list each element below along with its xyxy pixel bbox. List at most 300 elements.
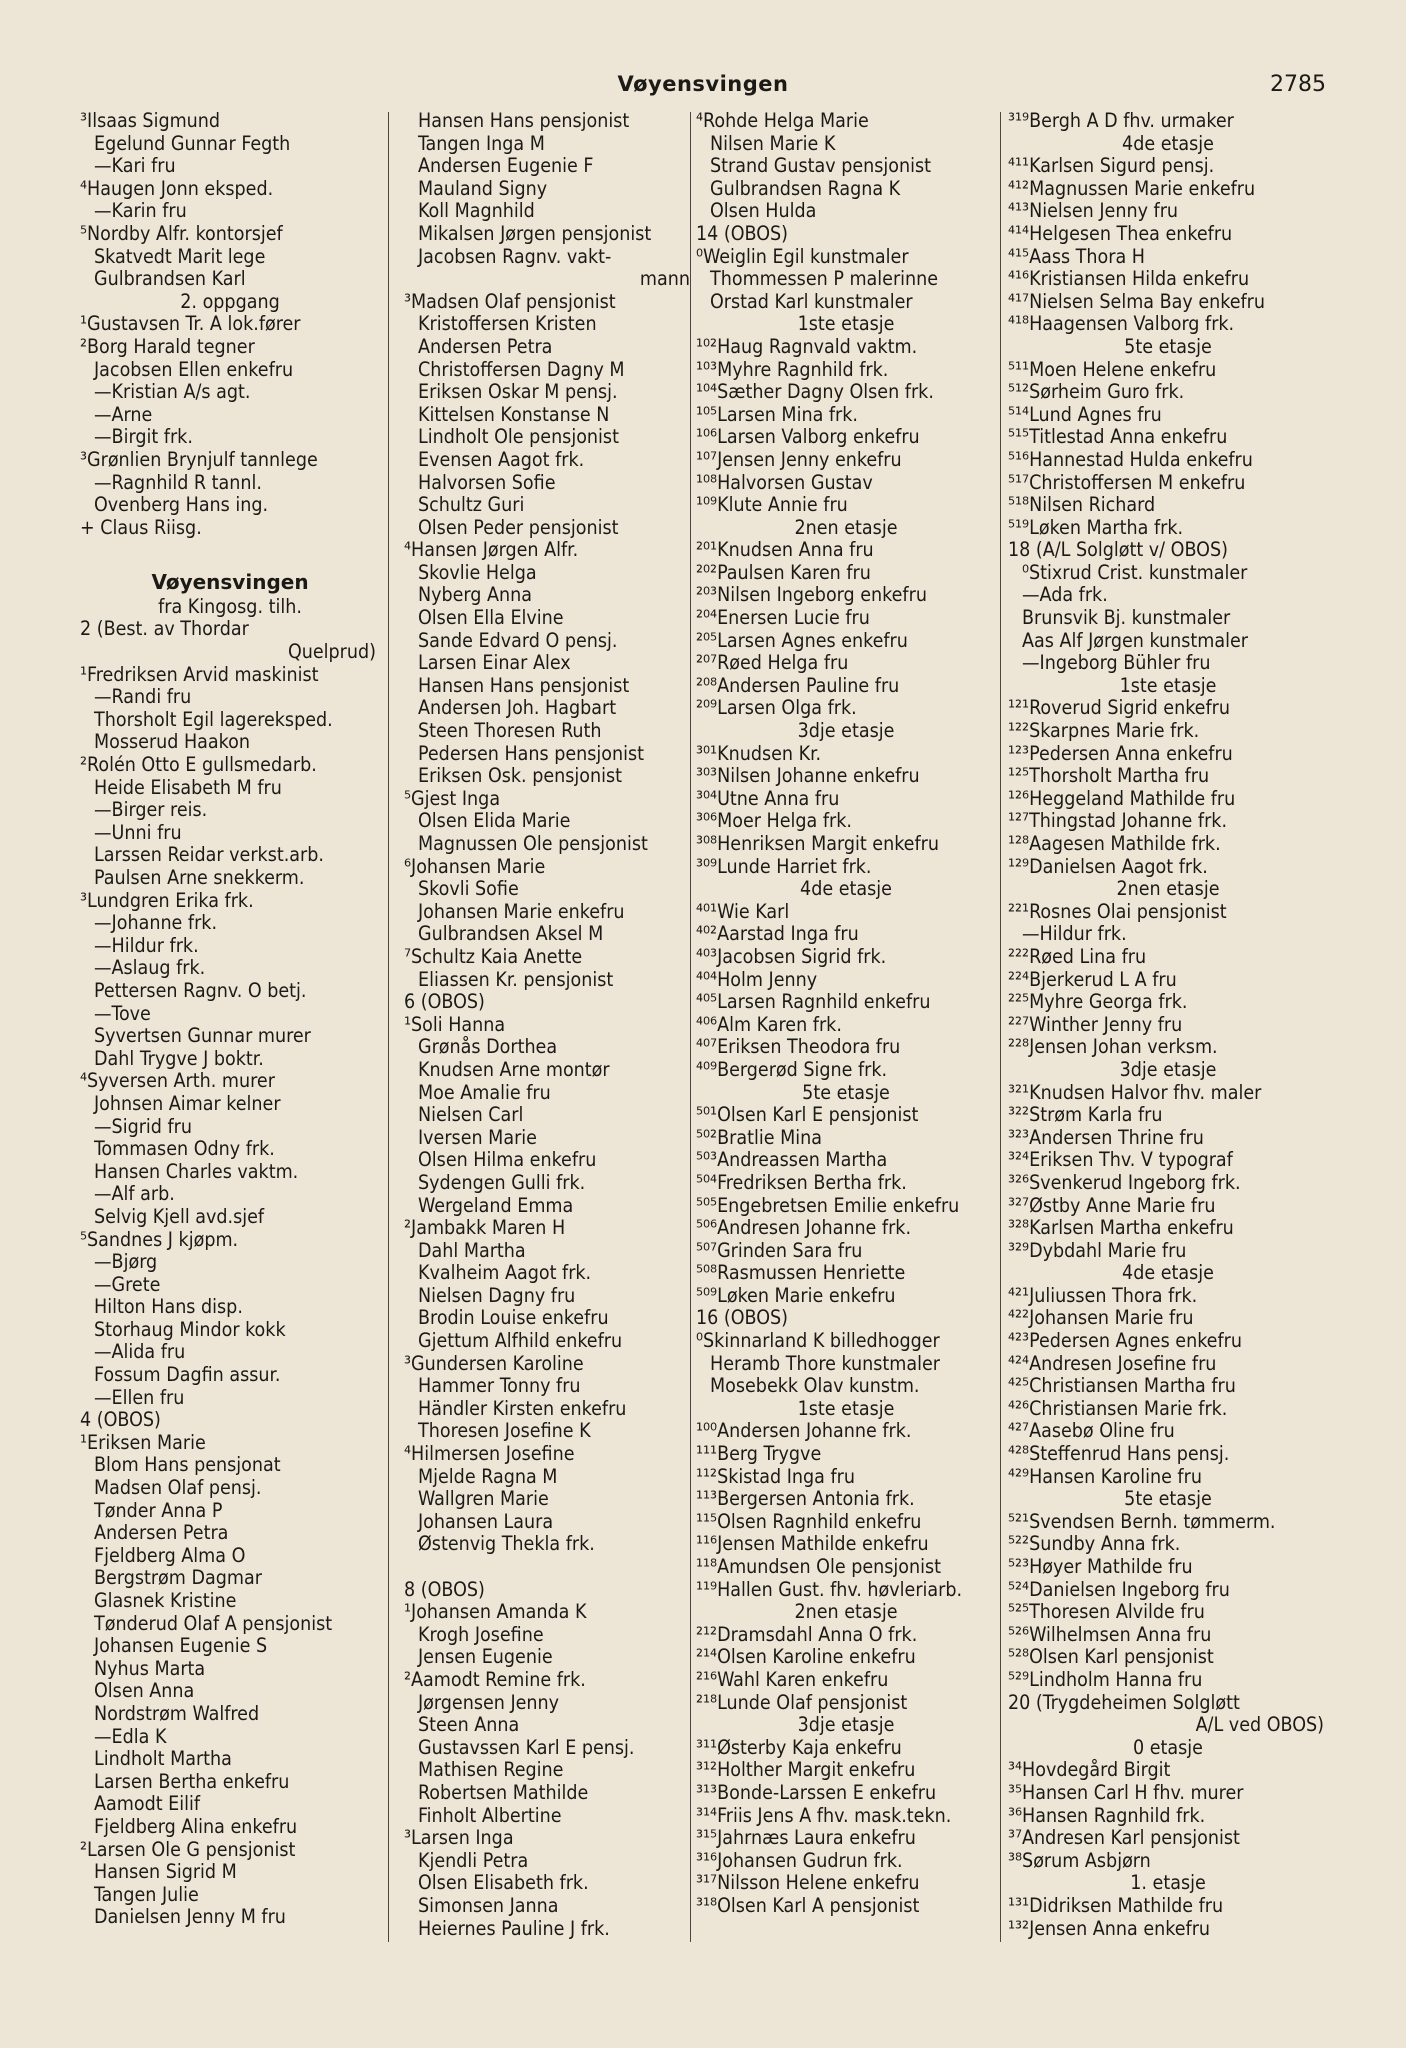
- directory-entry: ³Madsen Olaf pensjonist: [404, 290, 616, 313]
- directory-entry: Olsen Ella Elvine: [418, 607, 564, 630]
- directory-entry: Evensen Aagot frk.: [418, 448, 585, 471]
- directory-entry: 14 (OBOS): [696, 222, 789, 245]
- floor-heading: 3djе etasje: [797, 720, 895, 743]
- floor-heading: 4de etasje: [800, 878, 892, 901]
- directory-entry: Heramb Thore kunstmaler: [710, 1352, 941, 1375]
- directory-entry: ¹²⁶Heggeland Mathilde fru: [1008, 787, 1236, 810]
- directory-entry: ⁵¹²Sørheim Guro frk.: [1008, 381, 1185, 404]
- directory-entry: ⁴²³Pedersen Agnes enkefru: [1008, 1330, 1242, 1353]
- directory-entry: Kvalheim Aagot frk.: [418, 1262, 592, 1285]
- directory-entry: ¹²⁹Danielsen Aagot frk.: [1008, 855, 1208, 878]
- directory-entry: ³⁷Andresen Karl pensjonist: [1008, 1827, 1240, 1850]
- directory-entry: Hammer Tonny fru: [418, 1375, 581, 1398]
- column-divider: [388, 112, 389, 1942]
- directory-entry: Mauland Signy: [418, 177, 548, 200]
- directory-entry: ³⁸Sørum Asbjørn: [1008, 1849, 1151, 1872]
- directory-entry: Madsen Olaf pensj.: [94, 1477, 262, 1500]
- directory-entry: ³²⁴Eriksen Thv. V typograf: [1008, 1149, 1233, 1172]
- directory-entry: ²Jambakk Maren H: [404, 1217, 566, 1240]
- directory-entry: ¹Johansen Amanda K: [404, 1601, 587, 1624]
- directory-entry: Blom Hans pensjonat: [94, 1454, 281, 1477]
- directory-entry: ⁴¹⁸Haagensen Valborg frk.: [1008, 313, 1235, 336]
- directory-entry: Simonsen Janna: [418, 1894, 559, 1917]
- directory-entry: Larsen Bertha enkefru: [94, 1770, 290, 1793]
- directory-entry: ³⁰⁶Moer Helga frk.: [696, 810, 852, 833]
- directory-entry: ⁴¹⁶Kristiansen Hilda enkefru: [1008, 268, 1250, 291]
- directory-entry: Selvig Kjell avd.sjef: [94, 1205, 265, 1228]
- directory-entry: —Grete: [94, 1273, 161, 1296]
- directory-entry: ¹¹³Bergersen Antonia frk.: [696, 1488, 915, 1511]
- directory-entry: —Hildur frk.: [94, 934, 199, 957]
- directory-entry: ⁶Johansen Marie: [404, 855, 546, 878]
- directory-entry: Nyberg Anna: [418, 584, 533, 607]
- directory-entry: Larsen Einar Alex: [418, 652, 571, 675]
- directory-entry: ⁵⁰³Andreassen Martha: [696, 1149, 888, 1172]
- directory-entry: Knudsen Arne montør: [418, 1058, 610, 1081]
- directory-entry: ⁴²⁷Aasebø Oline fru: [1008, 1420, 1175, 1443]
- directory-entry: —Edla K: [94, 1725, 167, 1748]
- directory-entry: Iversen Marie: [418, 1126, 537, 1149]
- directory-entry: ³⁶Hansen Ragnhild frk.: [1008, 1804, 1206, 1827]
- directory-entry: ⁴Syversen Arth. murer: [80, 1070, 275, 1093]
- directory-entry: ²²²Røed Lina fru: [1008, 945, 1147, 968]
- directory-entry: ⁵⁰⁴Fredriksen Bertha frk.: [696, 1171, 907, 1194]
- directory-entry: Christoffersen Dagny M: [418, 358, 625, 381]
- directory-entry: —Alf arb.: [94, 1183, 175, 1206]
- column-4: [1008, 110, 1328, 1940]
- directory-entry: ¹²²Skarpnes Marie frk.: [1008, 720, 1200, 743]
- directory-entry: ²²⁴Bjerkerud L A fru: [1008, 968, 1177, 991]
- directory-entry: ³¹⁸Olsen Karl A pensjonist: [696, 1894, 920, 1917]
- directory-entry: Eriksen Oskar M pensj.: [418, 381, 618, 404]
- directory-entry: ²¹⁸Lunde Olaf pensjonist: [696, 1691, 908, 1714]
- directory-entry: —Bjørg: [94, 1251, 158, 1274]
- directory-entry: —Kristian A/s agt.: [94, 381, 251, 404]
- floor-heading: 5te etasje: [802, 1081, 890, 1104]
- directory-entry: ⁴¹⁷Nielsen Selma Bay enkefru: [1008, 290, 1266, 313]
- directory-entry: ⁴⁰⁴Holm Jenny: [696, 968, 818, 991]
- directory-entry: Steen Anna: [418, 1714, 520, 1737]
- floor-heading: 2nen etasje: [794, 1601, 898, 1624]
- directory-entry: ²⁰²Paulsen Karen fru: [696, 561, 871, 584]
- floor-heading: 1ste etasje: [797, 313, 895, 336]
- directory-entry: Aamodt Eilif: [94, 1793, 201, 1816]
- directory-entry: —Karin fru: [94, 200, 187, 223]
- directory-entry: ²²⁵Myhre Georga frk.: [1008, 991, 1188, 1014]
- directory-entry: ²¹⁶Wahl Karen enkefru: [696, 1668, 889, 1691]
- directory-entry: Skovli Sofie: [418, 878, 519, 901]
- directory-entry: ⁴⁰⁷Eriksen Theodora fru: [696, 1036, 901, 1059]
- directory-entry: ⁰Weiglin Egil kunstmaler: [696, 245, 909, 268]
- directory-entry: Fossum Dagfin assur.: [94, 1364, 281, 1387]
- directory-entry: ³⁰⁹Lunde Harriet frk.: [696, 855, 872, 878]
- directory-entry: ⁵⁰⁶Andresen Johanne frk.: [696, 1217, 912, 1240]
- directory-entry: Händler Kirsten enkefru: [418, 1397, 627, 1420]
- directory-entry: ⁵²⁶Wilhelmsen Anna fru: [1008, 1623, 1212, 1646]
- directory-entry: Eriksen Osk. pensjonist: [418, 765, 623, 788]
- directory-entry: ⁵¹¹Moen Helene enkefru: [1008, 358, 1217, 381]
- floor-heading: 5te etasje: [1124, 1488, 1212, 1511]
- directory-entry: Olsen Elida Marie: [418, 810, 571, 833]
- floor-heading: 2nen etasje: [1116, 878, 1220, 901]
- directory-entry: ³⁴Hovdegård Birgit: [1008, 1759, 1171, 1782]
- directory-entry: ³¹⁴Friis Jens A fhv. mask.tekn.: [696, 1804, 952, 1827]
- floor-heading: 5te etasje: [1124, 335, 1212, 358]
- directory-entry: ¹Soli Hanna: [404, 1013, 506, 1036]
- directory-entry: Thommessen P malerinne: [710, 268, 939, 291]
- directory-entry: ⁵¹⁷Christoffersen M enkefru: [1008, 471, 1246, 494]
- directory-entry: ⁵Nordby Alfr. kontorsjef: [80, 222, 283, 245]
- directory-entry: ⁴Rohde Helga Marie: [696, 110, 869, 132]
- directory-entry: [404, 1556, 694, 1579]
- directory-entry: Grønås Dorthea: [418, 1036, 558, 1059]
- directory-entry: ¹⁰⁹Klute Annie fru: [696, 494, 848, 517]
- column-divider: [1000, 112, 1001, 1942]
- floor-heading: 2. oppgang: [180, 290, 280, 313]
- directory-entry: —Johanne frk.: [94, 912, 218, 935]
- directory-entry: ¹Fredriksen Arvid maskinist: [80, 663, 319, 686]
- directory-entry: Olsen Hilma enkefru: [418, 1149, 597, 1172]
- directory-entry: Andersen Petra: [418, 335, 553, 358]
- directory-entry: Pettersen Ragnv. O betj.: [94, 979, 307, 1002]
- directory-entry: 18 (A/L Solgløtt v/ OBOS): [1008, 539, 1228, 562]
- directory-entry: ³²⁹Dybdahl Marie fru: [1008, 1239, 1187, 1262]
- floor-heading: 1ste etasje: [797, 1397, 895, 1420]
- directory-entry: Johansen Laura: [418, 1510, 554, 1533]
- directory-entry: ⁵¹⁵Titlestad Anna enkefru: [1008, 426, 1228, 449]
- directory-entry: Mathisen Regine: [418, 1759, 564, 1782]
- directory-entry: Tønder Anna P: [94, 1499, 223, 1522]
- directory-entry: ⁵¹⁹Løken Martha frk.: [1008, 516, 1184, 539]
- directory-entry: Tangen Inga M: [418, 132, 545, 155]
- floor-heading: 4de etasje: [1122, 1262, 1214, 1285]
- directory-entry: ⁴¹²Magnussen Marie enkefru: [1008, 177, 1256, 200]
- directory-entry: Jacobsen Ragnv. vakt-: [418, 245, 612, 268]
- directory-entry: ⁵²¹Svendsen Bernh. tømmerm.: [1008, 1510, 1276, 1533]
- directory-entry: Halvorsen Sofie: [418, 471, 556, 494]
- directory-entry: ⁴⁰¹Wie Karl: [696, 900, 790, 923]
- directory-entry: mann: [639, 268, 690, 291]
- directory-entry: ⁴¹⁴Helgesen Thea enkefru: [1008, 222, 1233, 245]
- directory-entry: Gulbrandsen Aksel M: [418, 923, 604, 946]
- directory-entry: ⁰Stixrud Crist. kunstmaler: [1022, 561, 1248, 584]
- directory-entry: ⁵²⁸Olsen Karl pensjonist: [1008, 1646, 1214, 1669]
- directory-entry: Wallgren Marie: [418, 1488, 549, 1511]
- directory-entry: Bergstrøm Dagmar: [94, 1567, 262, 1590]
- directory-entry: Jensen Eugenie: [418, 1646, 553, 1669]
- directory-entry: Heiernes Pauline J frk.: [418, 1917, 610, 1940]
- directory-entry: Østenvig Thekla frk.: [418, 1533, 595, 1556]
- directory-entry: ²⁰¹Knudsen Anna fru: [696, 539, 874, 562]
- directory-entry: ²²⁷Winther Jenny fru: [1008, 1013, 1183, 1036]
- directory-entry: Egelund Gunnar Fegth: [94, 132, 291, 155]
- directory-entry: —Ragnhild R tannl.: [94, 471, 262, 494]
- directory-entry: Sande Edvard O pensj.: [418, 629, 618, 652]
- directory-entry: Olsen Elisabeth frk.: [418, 1872, 589, 1895]
- directory-entry: ³¹³Bonde-Larssen E enkefru: [696, 1781, 937, 1804]
- directory-entry: 2 (Best. av Thordar: [80, 618, 249, 641]
- column-2: [404, 110, 694, 1940]
- directory-entry: ¹²⁷Thingstad Johanne frk.: [1008, 810, 1228, 833]
- directory-entry: ⁰Skinnarland K billedhogger: [696, 1330, 940, 1353]
- directory-entry: 20 (Trygdeheimen Solgløtt: [1008, 1691, 1240, 1714]
- directory-entry: 6 (OBOS): [404, 991, 485, 1014]
- floor-heading: 0 etasje: [1133, 1736, 1203, 1759]
- directory-entry: ¹¹⁹Hallen Gust. fhv. høvleriarb.: [696, 1578, 963, 1601]
- directory-entry: —Unni fru: [94, 821, 182, 844]
- directory-entry: ⁵²⁴Danielsen Ingeborg fru: [1008, 1578, 1230, 1601]
- section-heading: Vøyensvingen: [151, 569, 309, 594]
- directory-entry: ⁵²⁹Lindholm Hanna fru: [1008, 1668, 1203, 1691]
- directory-entry: ⁴⁰⁹Bergerød Signe frk.: [696, 1058, 888, 1081]
- directory-entry: Finholt Albertine: [418, 1804, 562, 1827]
- directory-entry: —Kari fru: [94, 155, 176, 178]
- directory-entry: ³Larsen Inga: [404, 1827, 514, 1850]
- directory-entry: ⁵⁰¹Olsen Karl E pensjonist: [696, 1104, 919, 1127]
- directory-entry: Brunsvik Bj. kunstmaler: [1022, 607, 1231, 630]
- directory-entry: ⁵⁰⁷Grinden Sara fru: [696, 1239, 863, 1262]
- directory-entry: ⁴²⁶Christiansen Marie frk.: [1008, 1397, 1228, 1420]
- directory-entry: ³¹¹Østerby Kaja enkefru: [696, 1736, 902, 1759]
- directory-entry: ¹Gustavsen Tr. A lok.fører: [80, 313, 301, 336]
- directory-entry: Nielsen Dagny fru: [418, 1284, 576, 1307]
- directory-entry: ³²⁸Karlsen Martha enkefru: [1008, 1217, 1234, 1240]
- directory-entry: Brodin Louise enkefru: [418, 1307, 609, 1330]
- directory-entry: ²⁰⁸Andersen Pauline fru: [696, 674, 900, 697]
- directory-entry: —Alida fru: [94, 1341, 186, 1364]
- directory-entry: Orstad Karl kunstmaler: [710, 290, 913, 313]
- directory-entry: ³²²Strøm Karla fru: [1008, 1104, 1163, 1127]
- directory-entry: ⁴²⁸Steffenrud Hans pensj.: [1008, 1443, 1230, 1466]
- directory-entry: ¹⁰⁴Sæther Dagny Olsen frk.: [696, 381, 934, 404]
- directory-entry: Koll Magnhild: [418, 200, 535, 223]
- directory-entry: Mosserud Haakon: [94, 731, 250, 754]
- directory-entry: Thoresen Josefine K: [418, 1420, 591, 1443]
- directory-entry: Gulbrandsen Ragna K: [710, 177, 901, 200]
- floor-heading: 1ste etasje: [1119, 674, 1217, 697]
- directory-entry: ¹⁰⁶Larsen Valborg enkefru: [696, 426, 920, 449]
- directory-entry: ²⁰⁷Røed Helga fru: [696, 652, 849, 675]
- directory-entry: —Birgit frk.: [94, 426, 193, 449]
- directory-entry: ³Gundersen Karoline: [404, 1352, 584, 1375]
- directory-entry: ²⁰⁹Larsen Olga frk.: [696, 697, 857, 720]
- directory-entry: Quelprud): [287, 641, 376, 664]
- directory-entry: —Tove: [94, 1002, 151, 1025]
- directory-entry: ¹¹⁸Amundsen Ole pensjonist: [696, 1556, 942, 1578]
- floor-heading: 4de etasje: [1122, 132, 1214, 155]
- directory-entry: —Hildur frk.: [1022, 923, 1127, 946]
- directory-entry: ³⁰⁴Utne Anna fru: [696, 787, 840, 810]
- directory-entry: ³²¹Knudsen Halvor fhv. maler: [1008, 1081, 1262, 1104]
- directory-entry: —Arne: [94, 403, 153, 426]
- directory-entry: Hansen Hans pensjonist: [418, 674, 630, 697]
- directory-entry: ²Larsen Ole G pensjonist: [80, 1838, 296, 1861]
- directory-entry: ¹¹⁵Olsen Ragnhild enkefru: [696, 1510, 922, 1533]
- directory-entry: ²¹⁴Olsen Karoline enkefru: [696, 1646, 916, 1669]
- directory-entry: ¹³²Jensen Anna enkefru: [1008, 1917, 1211, 1940]
- directory-entry: ⁷Schultz Kaia Anette: [404, 945, 583, 968]
- directory-entry: ⁵¹⁴Lund Agnes fru: [1008, 403, 1162, 426]
- directory-entry: ³Ilsaas Sigmund: [80, 110, 221, 132]
- directory-entry: Jørgensen Jenny: [418, 1691, 560, 1714]
- directory-entry: ⁵²³Høyer Mathilde fru: [1008, 1556, 1193, 1578]
- directory-entry: ⁵²⁵Thoresen Alvilde fru: [1008, 1601, 1205, 1624]
- directory-entry: ⁴⁰³Jacobsen Sigrid frk.: [696, 945, 887, 968]
- directory-entry: Tommasen Odny frk.: [94, 1138, 275, 1161]
- directory-entry: Kristoffersen Kristen: [418, 313, 597, 336]
- page-number: 2785: [1270, 72, 1326, 97]
- directory-entry: ¹⁰⁸Halvorsen Gustav: [696, 471, 873, 494]
- directory-entry: Nordstrøm Walfred: [94, 1702, 260, 1725]
- directory-entry: ¹²⁸Aagesen Mathilde frk.: [1008, 833, 1221, 855]
- directory-entry: —Ada frk.: [1022, 584, 1108, 607]
- directory-entry: Magnussen Ole pensjonist: [418, 833, 648, 855]
- directory-entry: 4 (OBOS): [80, 1409, 161, 1432]
- directory-entry: ²⁰⁴Enersen Lucie fru: [696, 607, 870, 630]
- directory-entry: Wergeland Emma: [418, 1194, 574, 1217]
- directory-entry: Nyhus Marta: [94, 1657, 206, 1680]
- floor-heading: 2nen etasje: [794, 516, 898, 539]
- directory-entry: Thorsholt Egil lagereksped.: [94, 708, 333, 731]
- directory-entry: ⁵¹⁶Hannestad Hulda enkefru: [1008, 448, 1253, 471]
- directory-entry: ³Grønlien Brynjulf tannlege: [80, 448, 318, 471]
- column-1: [80, 110, 380, 1929]
- directory-entry: Olsen Hulda: [710, 200, 817, 223]
- directory-entry: ⁵⁰²Bratlie Mina: [696, 1126, 822, 1149]
- directory-entry: Johansen Eugenie S: [94, 1635, 268, 1658]
- directory-entry: Mikalsen Jørgen pensjonist: [418, 222, 652, 245]
- directory-entry: Sydengen Gulli frk.: [418, 1171, 586, 1194]
- directory-entry: ⁴¹⁵Aass Thora H: [1008, 245, 1145, 268]
- floor-heading: fra Kingosg. tilh.: [158, 595, 302, 618]
- directory-entry: ⁴Haugen Jonn eksped.: [80, 177, 274, 200]
- directory-entry: Skatvedt Marit lege: [94, 245, 266, 268]
- directory-entry: ⁴²⁹Hansen Karoline fru: [1008, 1465, 1202, 1488]
- directory-entry: Hansen Charles vaktm.: [94, 1160, 299, 1183]
- directory-entry: ⁵Gjest Inga: [404, 787, 501, 810]
- directory-entry: ⁴¹¹Karlsen Sigurd pensj.: [1008, 155, 1215, 178]
- directory-entry: —Sigrid fru: [94, 1115, 192, 1138]
- directory-entry: Skovlie Helga: [418, 561, 537, 584]
- directory-entry: Storhaug Mindor kokk: [94, 1318, 286, 1341]
- directory-entry: ¹²⁵Thorsholt Martha fru: [1008, 765, 1210, 788]
- directory-entry: ⁵⁰⁸Rasmussen Henriette: [696, 1262, 906, 1285]
- directory-entry: Pedersen Hans pensjonist: [418, 742, 645, 765]
- directory-entry: Steen Thoresen Ruth: [418, 720, 602, 743]
- page-title: Vøyensvingen: [617, 72, 789, 96]
- directory-entry: Hansen Hans pensjonist: [418, 110, 630, 132]
- directory-entry: Johansen Marie enkefru: [418, 900, 625, 923]
- directory-entry: ³⁰¹Knudsen Kr.: [696, 742, 822, 765]
- directory-entry: Hilton Hans disp.: [94, 1296, 243, 1319]
- directory-entry: ⁵¹⁸Nilsen Richard: [1008, 494, 1156, 517]
- directory-entry: —Randi fru: [94, 686, 192, 709]
- directory-entry: ⁴²²Johansen Marie fru: [1008, 1307, 1194, 1330]
- directory-entry: ²²¹Rosnes Olai pensjonist: [1008, 900, 1227, 923]
- directory-entry: + Claus Riisg.: [80, 516, 202, 539]
- directory-entry: ⁵Sandnes J kjøpm.: [80, 1228, 239, 1251]
- directory-entry: ¹⁰⁷Jensen Jenny enkefru: [696, 448, 902, 471]
- directory-entry: Fjeldberg Alina enkefru: [94, 1815, 298, 1838]
- directory-entry: ³²³Andersen Thrine fru: [1008, 1126, 1204, 1149]
- directory-entry: Mosebekk Olav kunstm.: [710, 1375, 920, 1398]
- directory-entry: Strand Gustav pensjonist: [710, 155, 932, 178]
- directory-entry: ¹⁰⁰Andersen Johanne frk.: [696, 1420, 912, 1443]
- column-3: [696, 110, 996, 1918]
- directory-entry: Larssen Reidar verkst.arb.: [94, 844, 324, 867]
- directory-entry: ³¹⁵Jahrnæs Laura enkefru: [696, 1827, 916, 1850]
- directory-entry: ⁵²²Sundby Anna frk.: [1008, 1533, 1181, 1556]
- directory-entry: ⁴²⁴Andresen Josefine fru: [1008, 1352, 1217, 1375]
- floor-heading: 3dje etasje: [797, 1714, 895, 1737]
- directory-entry: ⁵⁰⁹Løken Marie enkefru: [696, 1284, 896, 1307]
- directory-entry: ⁴Hansen Jørgen Alfr.: [404, 539, 579, 562]
- directory-entry: Kittelsen Konstanse N: [418, 403, 610, 426]
- directory-entry: A/L ved OBOS): [1195, 1714, 1324, 1737]
- directory-entry: 8 (OBOS): [404, 1578, 485, 1601]
- directory-entry: Dahl Martha: [418, 1239, 526, 1262]
- directory-entry: ¹²³Pedersen Anna enkefru: [1008, 742, 1233, 765]
- directory-entry: Olsen Anna: [94, 1680, 195, 1703]
- directory-entry: ³⁵Hansen Carl H fhv. murer: [1008, 1781, 1244, 1804]
- directory-entry: ³¹⁹Bergh A D fhv. urmaker: [1008, 110, 1234, 132]
- directory-entry: Olsen Peder pensjonist: [418, 516, 619, 539]
- directory-entry: Andersen Petra: [94, 1522, 229, 1545]
- directory-entry: 16 (OBOS): [696, 1307, 789, 1330]
- directory-entry: ²Rolén Otto E gullsmedarb.: [80, 754, 317, 777]
- directory-entry: Eliassen Kr. pensjonist: [418, 968, 614, 991]
- directory-entry: Mjelde Ragna M: [418, 1465, 558, 1488]
- directory-entry: ¹⁰⁵Larsen Mina frk.: [696, 403, 858, 426]
- directory-entry: —Birger reis.: [94, 799, 208, 822]
- directory-entry: Schultz Guri: [418, 494, 525, 517]
- directory-entry: ³¹⁶Johansen Gudrun frk.: [696, 1849, 903, 1872]
- directory-entry: Heide Elisabeth M fru: [94, 776, 282, 799]
- directory-entry: Nielsen Carl: [418, 1104, 524, 1127]
- directory-entry: ³⁰³Nilsen Johanne enkefru: [696, 765, 920, 788]
- directory-entry: ²⁰³Nilsen Ingeborg enkefru: [696, 584, 927, 607]
- directory-entry: ⁴¹³Nielsen Jenny fru: [1008, 200, 1179, 223]
- directory-entry: ¹⁰²Haug Ragnvald vaktm.: [696, 335, 918, 358]
- directory-entry: ²²⁸Jensen Johan verksm.: [1008, 1036, 1218, 1059]
- directory-entry: ³Lundgren Erika frk.: [80, 889, 254, 912]
- directory-entry: ¹Eriksen Marie: [80, 1431, 206, 1454]
- directory-entry: Gulbrandsen Karl: [94, 268, 246, 291]
- directory-entry: Moe Amalie fru: [418, 1081, 551, 1104]
- directory-entry: Nilsen Marie K: [710, 132, 836, 155]
- directory-entry: ¹⁰³Myhre Ragnhild frk.: [696, 358, 889, 381]
- directory-entry: ²Aamodt Remine frk.: [404, 1668, 586, 1691]
- directory-entry: ¹²¹Roverud Sigrid enkefru: [1008, 697, 1230, 720]
- directory-entry: ⁴²¹Juliussen Thora frk.: [1008, 1284, 1198, 1307]
- directory-entry: ⁴⁰²Aarstad Inga fru: [696, 923, 859, 946]
- directory-entry: Lindholt Ole pensjonist: [418, 426, 619, 449]
- directory-entry: ⁴⁰⁵Larsen Ragnhild enkefru: [696, 991, 931, 1014]
- directory-entry: Gjettum Alfhild enkefru: [418, 1330, 623, 1353]
- directory-entry: Syvertsen Gunnar murer: [94, 1025, 311, 1048]
- directory-entry: Robertsen Mathilde: [418, 1781, 589, 1804]
- directory-entry: Andersen Eugenie F: [418, 155, 594, 178]
- directory-entry: —Ingeborg Bühler fru: [1022, 652, 1211, 675]
- directory-entry: Tønderud Olaf A pensjonist: [94, 1612, 333, 1635]
- directory-entry: Lindholt Martha: [94, 1748, 232, 1771]
- directory-entry: ⁴²⁵Christiansen Martha fru: [1008, 1375, 1236, 1398]
- directory-entry: Dahl Trygve J boktr.: [94, 1047, 264, 1070]
- directory-entry: ³⁰⁸Henriksen Margit enkefru: [696, 833, 939, 855]
- directory-entry: Johnsen Aimar kelner: [94, 1092, 281, 1115]
- directory-entry: ⁴⁰⁶Alm Karen frk.: [696, 1013, 842, 1036]
- directory-entry: ²⁰⁵Larsen Agnes enkefru: [696, 629, 908, 652]
